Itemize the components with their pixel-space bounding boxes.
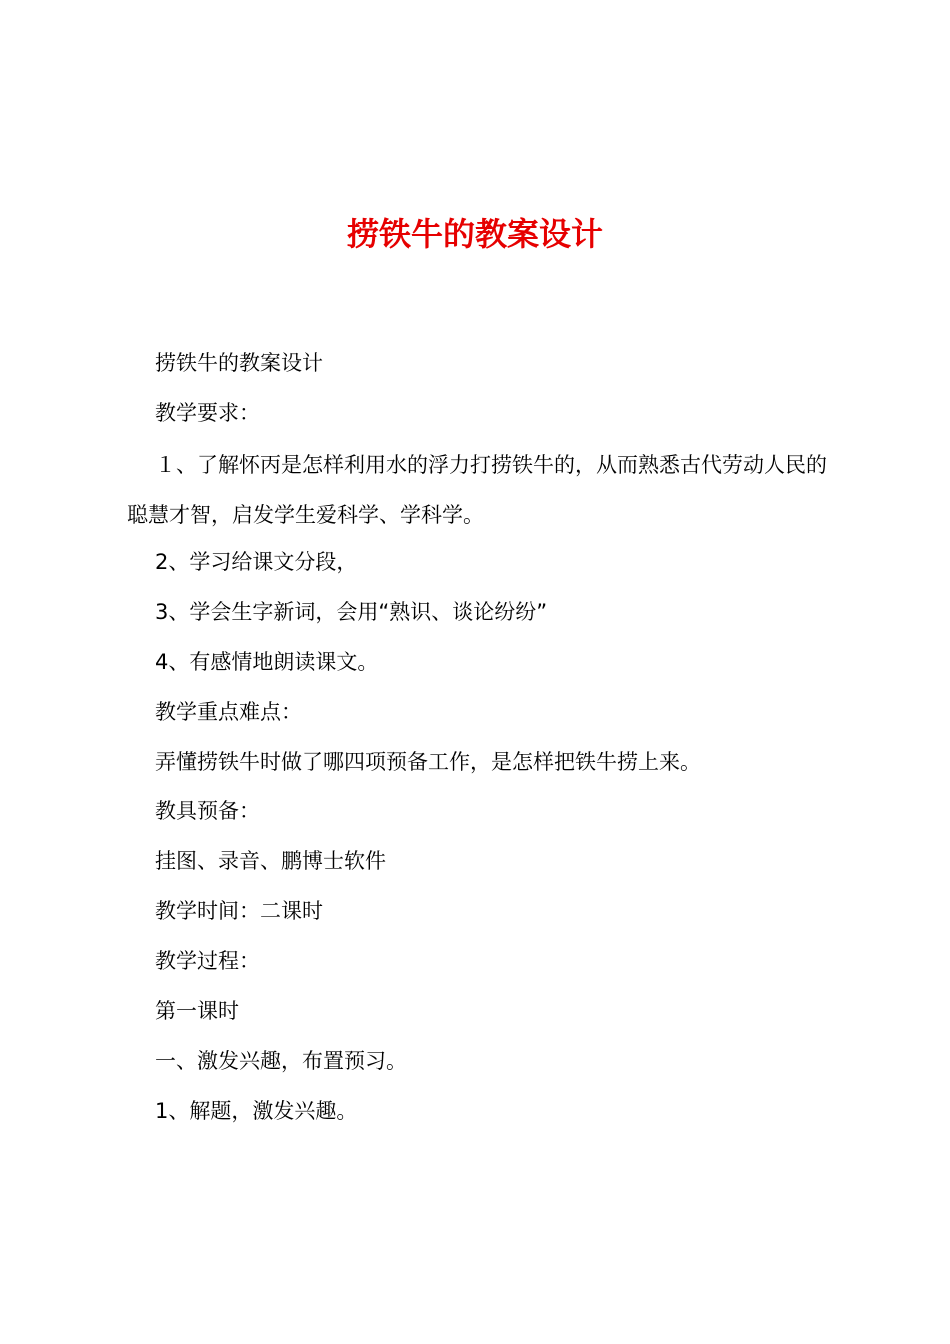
paragraph-teaching-requirements-heading: 教学要求： xyxy=(155,401,260,425)
paragraph-requirement-4: 4、有感情地朗读课文。 xyxy=(155,650,379,674)
paragraph-section-one: 一、激发兴趣，布置预习。 xyxy=(155,1049,407,1073)
paragraph-requirement-1: １、了解怀丙是怎样利用水的浮力打捞铁牛的，从而熟悉古代劳动人民的聪慧才智，启发学生爱科学、学科学。 xyxy=(127,453,827,527)
paragraph-teaching-process-heading: 教学过程： xyxy=(155,949,260,973)
paragraph-teaching-time: 教学时间：二课时 xyxy=(155,899,323,923)
paragraph-teaching-aids: 挂图、录音、鹏博士软件 xyxy=(155,849,386,873)
paragraph-step-one: 1、解题，激发兴趣。 xyxy=(155,1099,358,1123)
paragraph-requirement-3: 3、学会生字新词，会用“熟识、谈论纷纷” xyxy=(155,600,548,624)
paragraph-teaching-aids-heading: 教具预备： xyxy=(155,799,260,823)
paragraph-first-lesson: 第一课时 xyxy=(155,999,239,1023)
paragraph-key-points-heading: 教学重点难点： xyxy=(155,700,302,724)
document-title: 捞铁牛的教案设计 xyxy=(346,215,603,253)
paragraph-subtitle: 捞铁牛的教案设计 xyxy=(155,351,323,375)
paragraph-requirement-2: 2、学习给课文分段， xyxy=(155,550,358,574)
paragraph-key-points: 弄懂捞铁牛时做了哪四项预备工作，是怎样把铁牛捞上来。 xyxy=(155,750,701,774)
